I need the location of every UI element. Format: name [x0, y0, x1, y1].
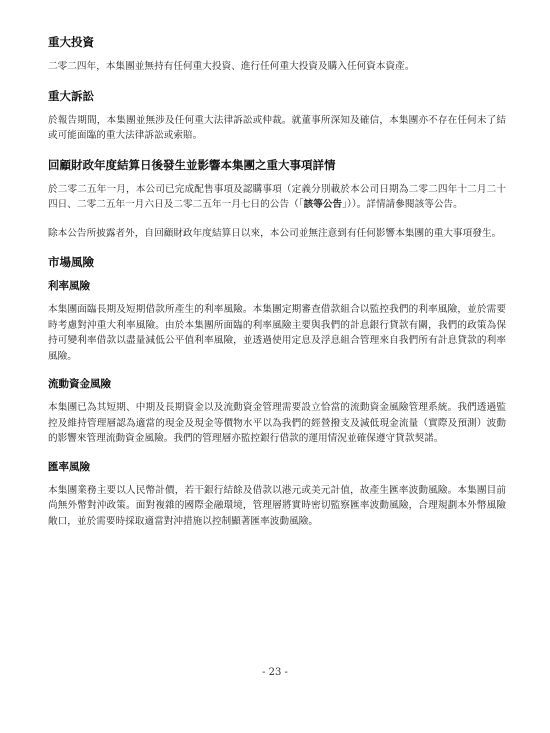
exchange-rate-risk-paragraph: 本集團業務主要以人民幣計價，若干銀行結餘及借款以港元或美元計值，故產生匯率波動風險。本集團目前尚無外幣對沖政策。面對複雜的國際金融環境，管理層將實時密切監察匯率波動風險，合理規劃本外幣風險敞口，並於需要時採取適當對沖措施以控制顯著匯率波動風險。	[48, 484, 506, 527]
interest-rate-risk-heading: 利率風險	[48, 280, 90, 292]
liquidity-risk-paragraph: 本集團已為其短期、中期及長期資金以及流動資金管理需要設立恰當的流動資金風險管理系統。我們透過監控及維持管理層認為適當的現金及現金等價物水平以為我們的經營撥支及減低現金流量（實際及預測）波動的影響來管理流動資金風險。我們的管理層亦監控銀行借款的運用情況並確保遵守貸款契諾。	[48, 402, 506, 444]
major-litigation-paragraph: 於報告期間，本集團並無涉及任何重大法律訴訟或仲裁。就董事所深知及確信，本集團亦不存在任何未了結或可能面臨的重大法律訴訟或索賠。	[48, 114, 506, 141]
subsequent-events-text-end: 」））。詳情請參閱該等公告。	[342, 199, 463, 210]
announcements-defined-term: 該等公告	[303, 199, 343, 210]
interest-rate-risk-paragraph: 本集團面臨長期及短期借款所產生的利率風險。本集團定期審查借款組合以監控我們的利率風險，並於需要時考慮對沖重大利率風險。由於本集團所面臨的利率風險主要與我們的計息銀行貸款有關，我們的政策為保持可變利率借款以盡量減低公平值利率風險，並透過使用定息及浮息組合管理來自我們所有計息貸款的利率風險。	[48, 304, 506, 362]
liquidity-risk-heading: 流動資金風險	[48, 378, 111, 390]
major-investment-heading: 重大投資	[48, 35, 94, 49]
document-page	[48, 34, 506, 542]
exchange-rate-risk-heading: 匯率風險	[48, 460, 90, 473]
subsequent-events-heading: 回顧財政年度結算日後發生並影響本集團之重大事項詳情	[48, 157, 336, 172]
major-litigation-heading: 重大訴訟	[48, 88, 94, 103]
subsequent-events-text-start: 於二零二五年一月，本公司已完成配售事項及認購事項（定義分別載於本公司日期為二零二四年十二月二十四日、二零二五年一月六日及二零二五年一月七日的公告（「	[48, 183, 506, 210]
subsequent-events-paragraph	[48, 182, 506, 213]
major-investment-paragraph: 二零二四年，本集團並無持有任何重大投資、進行任何重大投資及購入任何資本資產。	[48, 61, 415, 72]
no-other-events-paragraph: 除本公告所披露者外，自回顧財政年度結算日以來，本公司並無注意到有任何影響本集團的重大事項發生。	[48, 227, 502, 239]
market-risk-heading: 市場風險	[48, 255, 94, 269]
page-number: - 23 -	[262, 667, 288, 678]
